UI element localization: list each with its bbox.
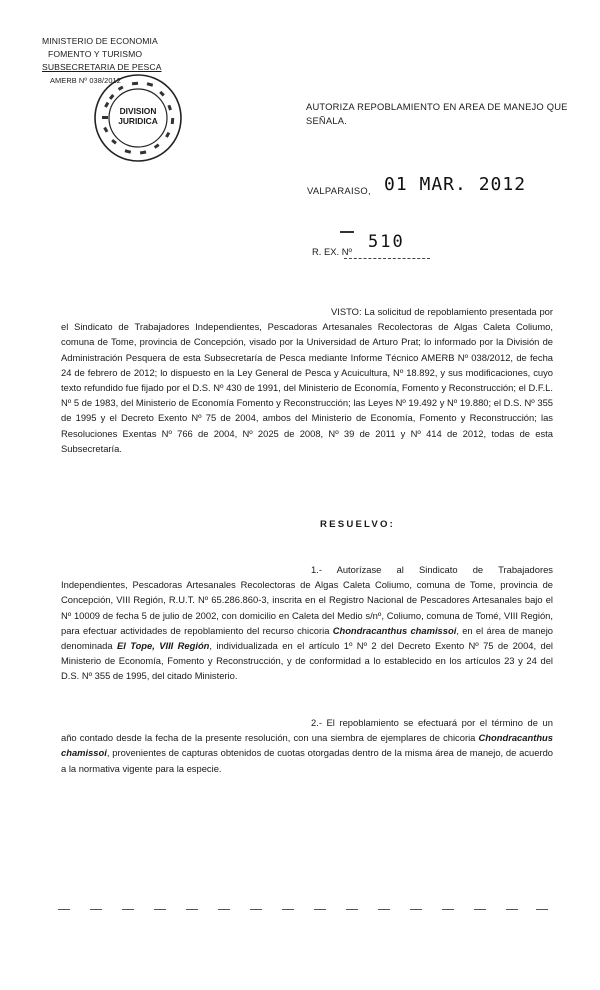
- stamp-center-line-1: DIVISION: [119, 106, 157, 116]
- resolution-subject: AUTORIZA REPOBLAMIENTO EN AREA DE MANEJO QUE SEÑALA.: [306, 101, 568, 126]
- stamp-center-line-2: JURIDICA: [118, 116, 158, 126]
- item-1-text-b: , en el área de manejo denominada: [61, 624, 553, 652]
- ministry-line-2: FOMENTO Y TURISMO: [48, 49, 143, 59]
- item-2-lead: 2.- El repoblamiento se efectuará por el término: [311, 717, 523, 728]
- ministry-line-3: SUBSECRETARIA DE PESCA: [42, 62, 162, 72]
- ministry-line-1: MINISTERIO DE ECONOMIA: [42, 36, 158, 46]
- item-2-species: Chondracanthus chamissoi: [61, 732, 553, 759]
- item-1-text-c: , individualizada en el artículo 1º Nº 2 del Decreto Exento Nº 75 de 2004, del Ministerio de Economía, Fomento y Reconstrucción, y de conformidad a lo establecido en los artículos 23 y 24 del D.S. Nº 355 de 1995, del citado Ministerio.: [61, 640, 553, 682]
- visto-text: La solicitud de repoblamiento presentada por el Sindicato de Trabajadores Independientes, Pescadoras Artesanales Recolectoras de Algas Caleta Coliumo, comuna de Tome, provincia de Concepción, visado por la Universidad de Arturo Prat; lo informado por la División de Administración Pesquera de esta Subsecretaría de Pesca mediante Informe Técnico AMERB Nº 038/2012, de fecha 24 de febrero de 2012; lo dispuesto en la Ley General de Pesca y Acuicultura, Nº 18.892, y sus modificaciones, cuyo texto refundido fue fijado por el D.S. Nº 430 de 1991, del Ministerio de Economía, Fomento y Reconstrucción; el D.F.L. Nº 5 de 1983, del Ministerio de Economía Fomento y Reconstrucción; las Leyes Nº 19.492 y Nº 19.880; el D.S. Nº 355 de 1995 y el Decreto Exento Nº 75 de 2004, ambos del Ministerio de Economía, Fomento y Reconstrucción; las Resoluciones Exentas Nº 766 de 2004, Nº 2025 de 2008, Nº 39 de 2011 y Nº 414 de 2012, todas de esta Subsecretaría.: [61, 306, 554, 454]
- item-2-text-a: de un año contado desde la fecha de la presente resolución, con una siembra de ejemplares de chicoria: [61, 717, 553, 744]
- date-stamp: 01 MAR. 2012: [384, 174, 527, 195]
- resolution-tick-mark: [340, 231, 354, 233]
- item-1-species: Chondracanthus chamissoi: [332, 624, 457, 636]
- item-1-lead: 1.- Autorízase al Sindicato de Trabajadores: [311, 564, 553, 575]
- page-footer-dashed-rule: [58, 909, 548, 921]
- resolution-number: 510: [368, 232, 405, 252]
- division-juridica-stamp: [92, 72, 184, 164]
- resolution-number-underline: [344, 258, 430, 259]
- ministry-line-4: AMERB Nº 038/2012: [50, 76, 121, 85]
- item-1-area-name: El Tope, VIII Región: [116, 640, 210, 652]
- place-label: VALPARAISO,: [307, 185, 371, 196]
- visto-lead: VISTO:: [331, 306, 362, 317]
- item-2-paragraph: [61, 715, 553, 776]
- item-2-text-b: , provenientes de capturas obtenidos de cuotas otorgadas dentro de la misma área de manejo, de acuerdo a la normativa vigente para la especie.: [61, 747, 553, 774]
- stamp-center-label: [114, 106, 162, 126]
- visto-paragraph: [61, 304, 553, 456]
- item-1-paragraph: [61, 562, 553, 684]
- item-1-text-a: Independientes, Pescadoras Artesanales Recolectoras de Algas Caleta Coliumo, comuna de Tome, provincia de Concepción, VIII Región, R.U.T. Nº 65.286.860-3, inscrita en el Registro Nacional de Pescadores Artesanales bajo el Nº 10009 de fecha 5 de julio de 2002, con domicilio en Caleta del Medio s/nº, Coliumo, comuna de Tomé, VIII Región, para efectuar actividades de repoblamiento del recurso chicoria: [61, 579, 553, 636]
- resolution-number-label: R. EX. Nº: [312, 246, 352, 257]
- resuelvo-heading: RESUELVO:: [320, 519, 396, 530]
